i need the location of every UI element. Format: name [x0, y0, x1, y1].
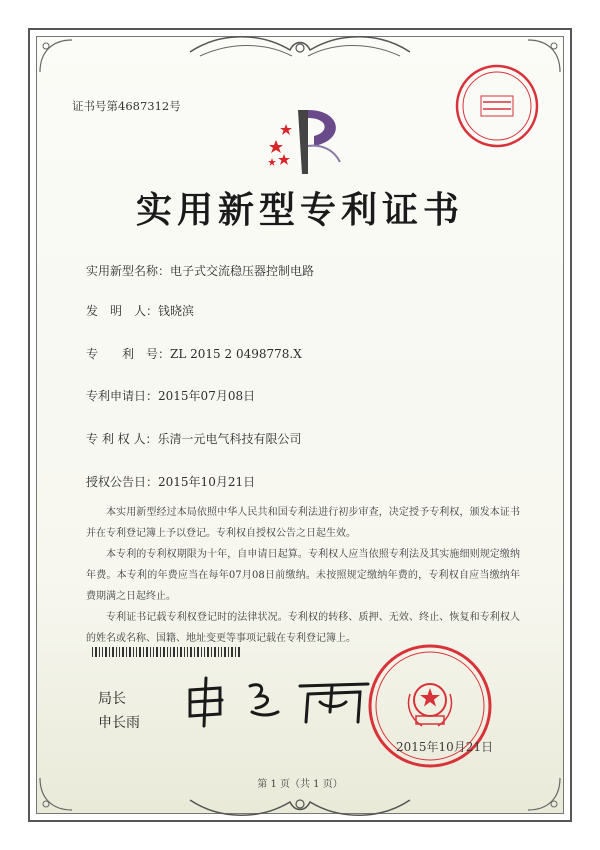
- patentee-value: 乐清一元电气科技有限公司: [157, 432, 302, 446]
- patentee-label: 专 利 权 人：: [86, 432, 158, 446]
- filing-date-value: 2015年07月08日: [158, 389, 256, 403]
- signatory-title: 局长: [98, 691, 126, 707]
- certificate-body: [86, 502, 520, 649]
- filing-date-label: 专利申请日：: [86, 389, 159, 403]
- top-ornament: [180, 32, 420, 62]
- patent-number-value: ZL 2015 2 0498778.X: [170, 347, 302, 361]
- page-number: 第 1 页（共 1 页）: [257, 779, 343, 790]
- patentee-row: [86, 430, 301, 447]
- handwritten-signature: [180, 672, 380, 730]
- grant-date-row: [86, 473, 255, 490]
- body-paragraph-1: 本实用新型经过本局依照中华人民共和国专利法进行初步审查，决定授予专利权，颁发本证书并在专利登记簿上予以登记。专利权自授权公告之日起生效。: [86, 507, 520, 539]
- inventor-row: [86, 302, 194, 319]
- grant-date-label: 授权公告日：: [86, 475, 159, 489]
- patent-number-label: 专 利 号：: [86, 347, 171, 361]
- body-paragraph-3: 专利证书记载专利权登记时的法律状况。专利权的转移、质押、无效、终止、恢复和专利权人的姓名或名称、国籍、地址变更等事项记载在专利登记簿上。: [86, 612, 520, 644]
- bottom-ornament: [180, 790, 420, 820]
- page-title: 实用新型专利证书: [135, 189, 464, 231]
- utility-model-name-value: 电子式交流稳压器控制电路: [170, 264, 315, 278]
- utility-model-name-row: [86, 262, 314, 279]
- barcode: [92, 647, 240, 657]
- filing-date-row: [86, 387, 255, 404]
- patent-number-row: [86, 345, 302, 362]
- certificate-number: 证书号第4687312号: [72, 99, 181, 113]
- utility-model-name-label: 实用新型名称：: [86, 264, 171, 278]
- inventor-label: 发 明 人：: [86, 304, 159, 318]
- sipo-logo-icon: [262, 100, 352, 178]
- grant-date-value: 2015年10月21日: [158, 475, 256, 489]
- inventor-value: 钱晓滨: [158, 304, 195, 318]
- seal-date: 2015年10月21日: [396, 740, 494, 754]
- agency-seal-icon: [453, 62, 541, 150]
- corner-ornament-tl: [36, 36, 76, 76]
- signatory-name: 申长雨: [98, 715, 140, 731]
- body-paragraph-2: 本专利的专利权期限为十年，自申请日起算。专利权人应当依照专利法及其实施细则规定缴纳年费。本专利的年费应当在每年07月08日前缴纳。未按照规定缴纳年费的，专利权自应当缴纳年费期满之日起终止。: [86, 549, 520, 602]
